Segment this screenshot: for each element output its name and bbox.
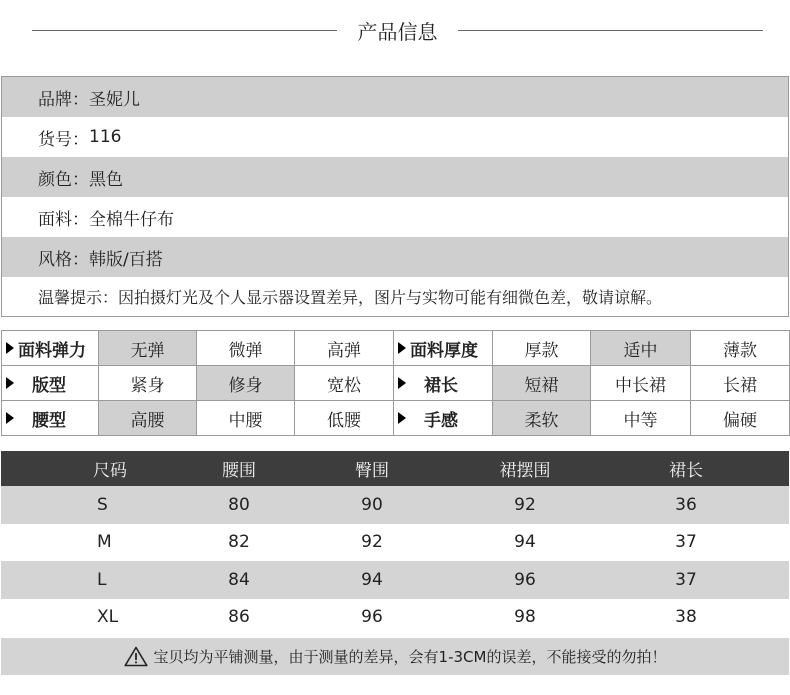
size-cell: 86 [228, 607, 250, 628]
info-row-tip [2, 277, 788, 316]
size-header-cell: 裙长 [583, 451, 789, 486]
attr-option: 微弹 [197, 331, 295, 366]
note-text: 宝贝均为平铺测量，由于测量的差异，会有1-3CM的误差，不能接受的勿拍！ [153, 648, 667, 666]
size-cell: 38 [675, 607, 697, 628]
size-cell: 96 [361, 607, 383, 628]
attr-option-selected: 适中 [591, 331, 691, 366]
attr-option: 薄款 [691, 331, 790, 366]
info-row-brand [2, 77, 788, 117]
size-cell: 36 [583, 486, 789, 524]
info-key: 风格： [38, 249, 89, 270]
info-value: 因拍摄灯光及个人显示器设置差异，图片与实物可能有细微色差，敬请谅解。 [118, 288, 663, 307]
info-key: 颜色： [38, 169, 89, 190]
size-cell: 37 [583, 561, 789, 599]
attr-option: 厚款 [493, 331, 591, 366]
attr-option: 高弹 [295, 331, 394, 366]
size-header-cell: 臀围 [277, 451, 467, 486]
warning-icon [124, 646, 148, 667]
attr-label-waist: 腰型 [2, 401, 99, 436]
product-info-box [1, 76, 789, 317]
size-cell: 37 [675, 532, 697, 553]
info-value: 圣妮儿 [89, 89, 140, 110]
size-header-cell: 尺码 [1, 451, 201, 486]
size-header-cell: 裙摆围 [467, 451, 583, 486]
section-title [0, 0, 790, 60]
measurement-note [1, 638, 789, 675]
info-value: 韩版/百搭 [89, 249, 163, 270]
size-cell: 90 [277, 486, 467, 524]
info-key: 货号： [38, 129, 89, 150]
size-cell: M [97, 532, 112, 553]
size-cell: 94 [277, 561, 467, 599]
attr-label-feel: 手感 [394, 401, 493, 436]
triangle-bullet-icon [398, 377, 406, 389]
attr-option-selected: 修身 [197, 366, 295, 401]
info-row-style [2, 237, 788, 277]
size-cell: 84 [201, 561, 277, 599]
info-row-fabric [2, 197, 788, 237]
triangle-bullet-icon [6, 342, 14, 354]
size-cell: 96 [467, 561, 583, 599]
triangle-bullet-icon [398, 342, 406, 354]
size-cell: 92 [467, 486, 583, 524]
attr-option: 偏硬 [691, 401, 790, 436]
table-row [1, 561, 789, 599]
size-cell: 94 [514, 532, 536, 553]
attr-label-stretch: 面料弹力 [2, 331, 99, 366]
triangle-bullet-icon [398, 412, 406, 424]
info-key: 品牌： [38, 89, 89, 110]
size-header-cell: 腰围 [201, 451, 277, 486]
attr-option: 宽松 [295, 366, 394, 401]
attr-option: 中等 [591, 401, 691, 436]
page-title: 产品信息 [357, 20, 438, 44]
size-cell: L [1, 561, 201, 599]
attribute-table [1, 330, 790, 436]
info-row-color [2, 157, 788, 197]
table-row [1, 486, 789, 524]
attribute-row [2, 331, 790, 366]
attribute-row [2, 401, 790, 436]
attr-label-thickness: 面料厚度 [394, 331, 493, 366]
attr-option-selected: 高腰 [99, 401, 197, 436]
size-table [1, 451, 789, 636]
attr-label-fit: 版型 [2, 366, 99, 401]
attr-option: 紧身 [99, 366, 197, 401]
size-cell: 92 [361, 532, 383, 553]
size-cell: 98 [514, 607, 536, 628]
attr-option: 中长裙 [591, 366, 691, 401]
attr-label-length: 裙长 [394, 366, 493, 401]
triangle-bullet-icon [6, 412, 14, 424]
size-cell: XL [97, 607, 119, 628]
size-cell: 82 [228, 532, 250, 553]
attr-option: 中腰 [197, 401, 295, 436]
info-value: 全棉牛仔布 [89, 209, 174, 230]
info-value: 黑色 [89, 169, 123, 190]
info-key: 温馨提示： [38, 288, 119, 307]
attr-option: 长裙 [691, 366, 790, 401]
title-divider-right [458, 30, 763, 31]
table-row [1, 599, 789, 637]
size-cell: S [1, 486, 201, 524]
attr-option-selected: 柔软 [493, 401, 591, 436]
size-table-header [1, 451, 789, 486]
title-divider-left [32, 30, 337, 31]
triangle-bullet-icon [6, 377, 14, 389]
info-row-item-number [2, 117, 788, 157]
table-row [1, 524, 789, 562]
size-cell: 80 [201, 486, 277, 524]
attr-option-selected: 短裙 [493, 366, 591, 401]
attr-option: 低腰 [295, 401, 394, 436]
info-value: 116 [89, 127, 122, 147]
info-key: 面料： [38, 209, 89, 230]
attribute-row [2, 366, 790, 401]
attr-option-selected: 无弹 [99, 331, 197, 366]
